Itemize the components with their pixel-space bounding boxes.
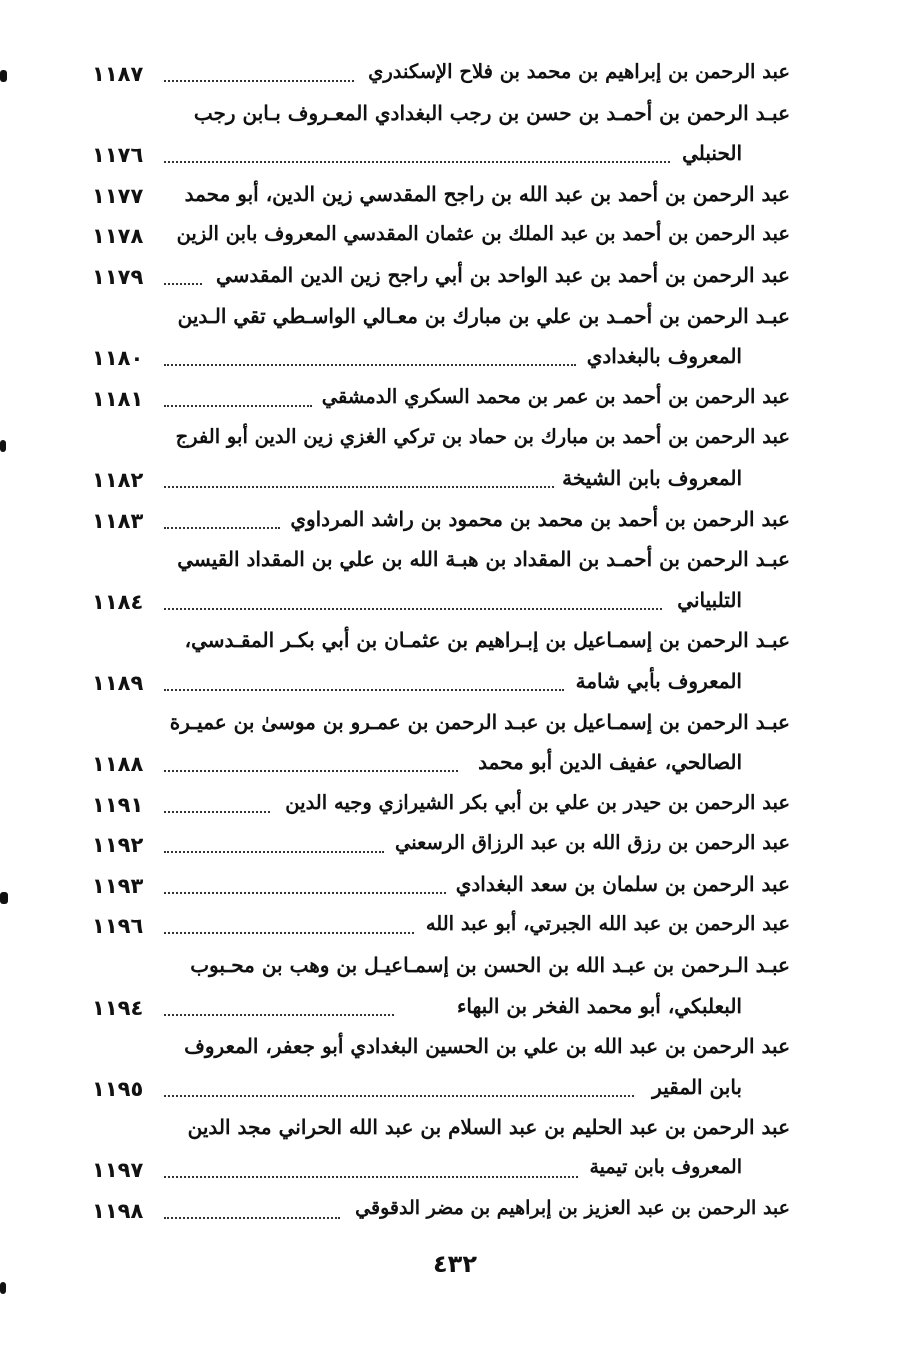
index-entry-continuation (92, 1152, 790, 1193)
entry-page-number: ١١٧٧ (92, 183, 144, 208)
index-entry (92, 259, 790, 300)
leader-dots (164, 608, 662, 610)
leader-dots (164, 161, 670, 163)
index-entry (92, 908, 790, 949)
entry-name: المعروف بأبي شامة (575, 668, 742, 693)
index-entry (92, 827, 790, 868)
index-entry-continuation (92, 137, 790, 178)
entry-name: عبد الرحمن بن أحمد بن عمر بن محمد السكري الدمشقي (321, 384, 790, 408)
entry-name: عبد الرحمن بن حيدر بن علي بن أبي بكر الشيرازي وجيه الدين (285, 790, 790, 814)
entry-page-number: ١١٨٨ (92, 752, 144, 777)
index-entry (92, 300, 790, 341)
index-entry (92, 949, 790, 990)
entry-page-number: ١١٨٠ (92, 346, 144, 371)
leader-dots (164, 486, 554, 488)
index-entry (92, 218, 790, 259)
entry-page-number: ١١٨٢ (92, 467, 144, 492)
entry-name: عبد الرحمن بن أحمد بن عبد الملك بن عثمان المقدسي المعروف بابن الزين (176, 222, 790, 246)
entry-page-number: ١١٨٩ (92, 670, 144, 695)
entry-name: بابن المقير (652, 1074, 742, 1099)
entry-name: عبـد الرحمن بن إسمـاعيل بن إبـراهيم بن عثمـان بن أبي بكـر المقـدسي، (184, 628, 790, 653)
scan-edge-mark (0, 70, 7, 82)
leader-dots (164, 1095, 634, 1097)
entry-page-number: ١١٧٦ (92, 143, 144, 168)
entry-name: عبد الرحمن بن إبراهيم بن محمد بن فلاح الإسكندري (368, 60, 790, 83)
leader-dots (164, 851, 384, 853)
entry-page-number: ١١٨١ (92, 386, 144, 411)
index-entry (92, 1111, 790, 1152)
entry-name: عبد الرحمن بن رزق الله بن عبد الرزاق الرسعني (395, 831, 790, 855)
index-entry-continuation (92, 665, 790, 706)
index-entry (92, 1030, 790, 1071)
entry-name: عبد الرحمن بن أحمد بن مبارك بن حماد بن تركي الغزي زين الدين أبو الفرج (175, 425, 790, 449)
entry-page-number: ١١٨٧ (92, 62, 144, 86)
index-entry (92, 381, 790, 422)
leader-dots (164, 80, 354, 82)
leader-dots (164, 405, 312, 407)
entry-name: عبد الرحمن بن أحمد بن عبد الله بن راجح المقدسي زين الدين، أبو محمد (184, 181, 790, 206)
entry-name: عبد الرحمن بن عبد الله الجبرتي، أبو عبد الله (425, 912, 790, 936)
index-entry (92, 1193, 790, 1234)
index-entry (92, 868, 790, 909)
index-entry-continuation (92, 340, 790, 381)
entry-page-number: ١١٧٩ (92, 264, 144, 289)
index-entry (92, 706, 790, 747)
index-entry-continuation (92, 462, 790, 503)
leader-dots (164, 811, 270, 813)
leader-dots (164, 1014, 394, 1016)
leader-dots (164, 1217, 340, 1219)
entry-page-number: ١١٧٨ (92, 224, 144, 249)
index-entry-continuation (92, 1071, 790, 1112)
entry-page-number: ١١٩٢ (92, 833, 144, 858)
entry-name: عبـد الرحمن بن أحمـد بن حسن بن رجب البغدادي المعـروف بـابن رجب (193, 100, 790, 125)
index-entry-continuation (92, 584, 790, 625)
entry-name: عبـد الرحمن بن أحمـد بن المقداد بن هبـة الله بن علي بن المقداد القيسي (177, 547, 790, 572)
index-entry (92, 56, 790, 97)
scan-edge-mark (0, 440, 6, 452)
entry-name: المعروف بابن تيمية (589, 1156, 742, 1179)
index-entries (92, 56, 790, 1233)
entry-page-number: ١١٩٧ (92, 1158, 144, 1183)
entry-name: التلبياني (677, 587, 742, 612)
entry-name: عبد الرحمن بن عبد العزيز بن إبراهيم بن مضر الدقوقي (355, 1196, 790, 1219)
scan-edge-mark (0, 892, 8, 904)
index-entry-continuation (92, 990, 790, 1031)
leader-dots (164, 892, 446, 894)
entry-page-number: ١١٨٣ (92, 508, 144, 533)
entry-page-number: ١١٩٥ (92, 1076, 144, 1101)
leader-dots (164, 932, 414, 934)
index-entry (92, 787, 790, 828)
leader-dots (164, 770, 458, 772)
entry-name: الحنبلي (682, 141, 742, 166)
index-entry (92, 421, 790, 462)
entry-name: عبد الرحمن بن عبد الحليم بن عبد السلام بن عبد الله الحراني مجد الدين (187, 1115, 790, 1140)
entry-name: عبـد الرحمن بن إسمـاعيل بن عبـد الرحمن بن عمـرو بن موسىٰ بن عميـرة (169, 709, 790, 734)
leader-dots (164, 527, 280, 529)
entry-name: عبـد الرحمن بن أحمـد بن علي بن مبارك بن معـالي الواسـطي تقي الـدين (177, 303, 790, 328)
index-entry (92, 503, 790, 544)
leader-dots (164, 283, 202, 285)
index-entry (92, 624, 790, 665)
entry-name: الصالحي، عفيف الدين أبو محمد (478, 750, 742, 775)
entry-name: عبد الرحمن بن سلمان بن سعد البغدادي (455, 871, 790, 896)
page-number: ٤٣٢ (433, 1250, 477, 1278)
index-entry (92, 543, 790, 584)
scan-edge-mark (0, 1282, 6, 1294)
entry-name: المعروف بالبغدادي (586, 344, 742, 369)
entry-page-number: ١١٩٨ (92, 1198, 144, 1223)
entry-page-number: ١١٩٦ (92, 914, 144, 939)
index-entry (92, 97, 790, 138)
entry-name: عبد الرحمن بن أحمد بن محمد بن محمود بن راشد المرداوي (290, 506, 790, 531)
entry-name: المعروف بابن الشيخة (562, 465, 742, 490)
entry-page-number: ١١٩٤ (92, 995, 144, 1020)
index-entry-continuation (92, 746, 790, 787)
entry-name: عبـد الـرحمن بن عبـد الله بن الحسن بن إسمـاعيـل بن وهب بن محـبوب (190, 953, 790, 978)
leader-dots (164, 1176, 578, 1178)
entry-name: عبد الرحمن بن أحمد بن عبد الواحد بن أبي راجح زين الدين المقدسي (215, 262, 790, 287)
entry-page-number: ١١٩٣ (92, 873, 144, 898)
index-entry (92, 178, 790, 219)
entry-name: البعلبكي، أبو محمد الفخر بن البهاء (456, 993, 742, 1018)
entry-page-number: ١١٩١ (92, 792, 144, 817)
leader-dots (164, 689, 564, 691)
entry-page-number: ١١٨٤ (92, 589, 144, 614)
entry-name: عبد الرحمن بن عبد الله بن علي بن الحسين البغدادي أبو جعفر، المعروف (184, 1034, 790, 1059)
leader-dots (164, 364, 576, 366)
